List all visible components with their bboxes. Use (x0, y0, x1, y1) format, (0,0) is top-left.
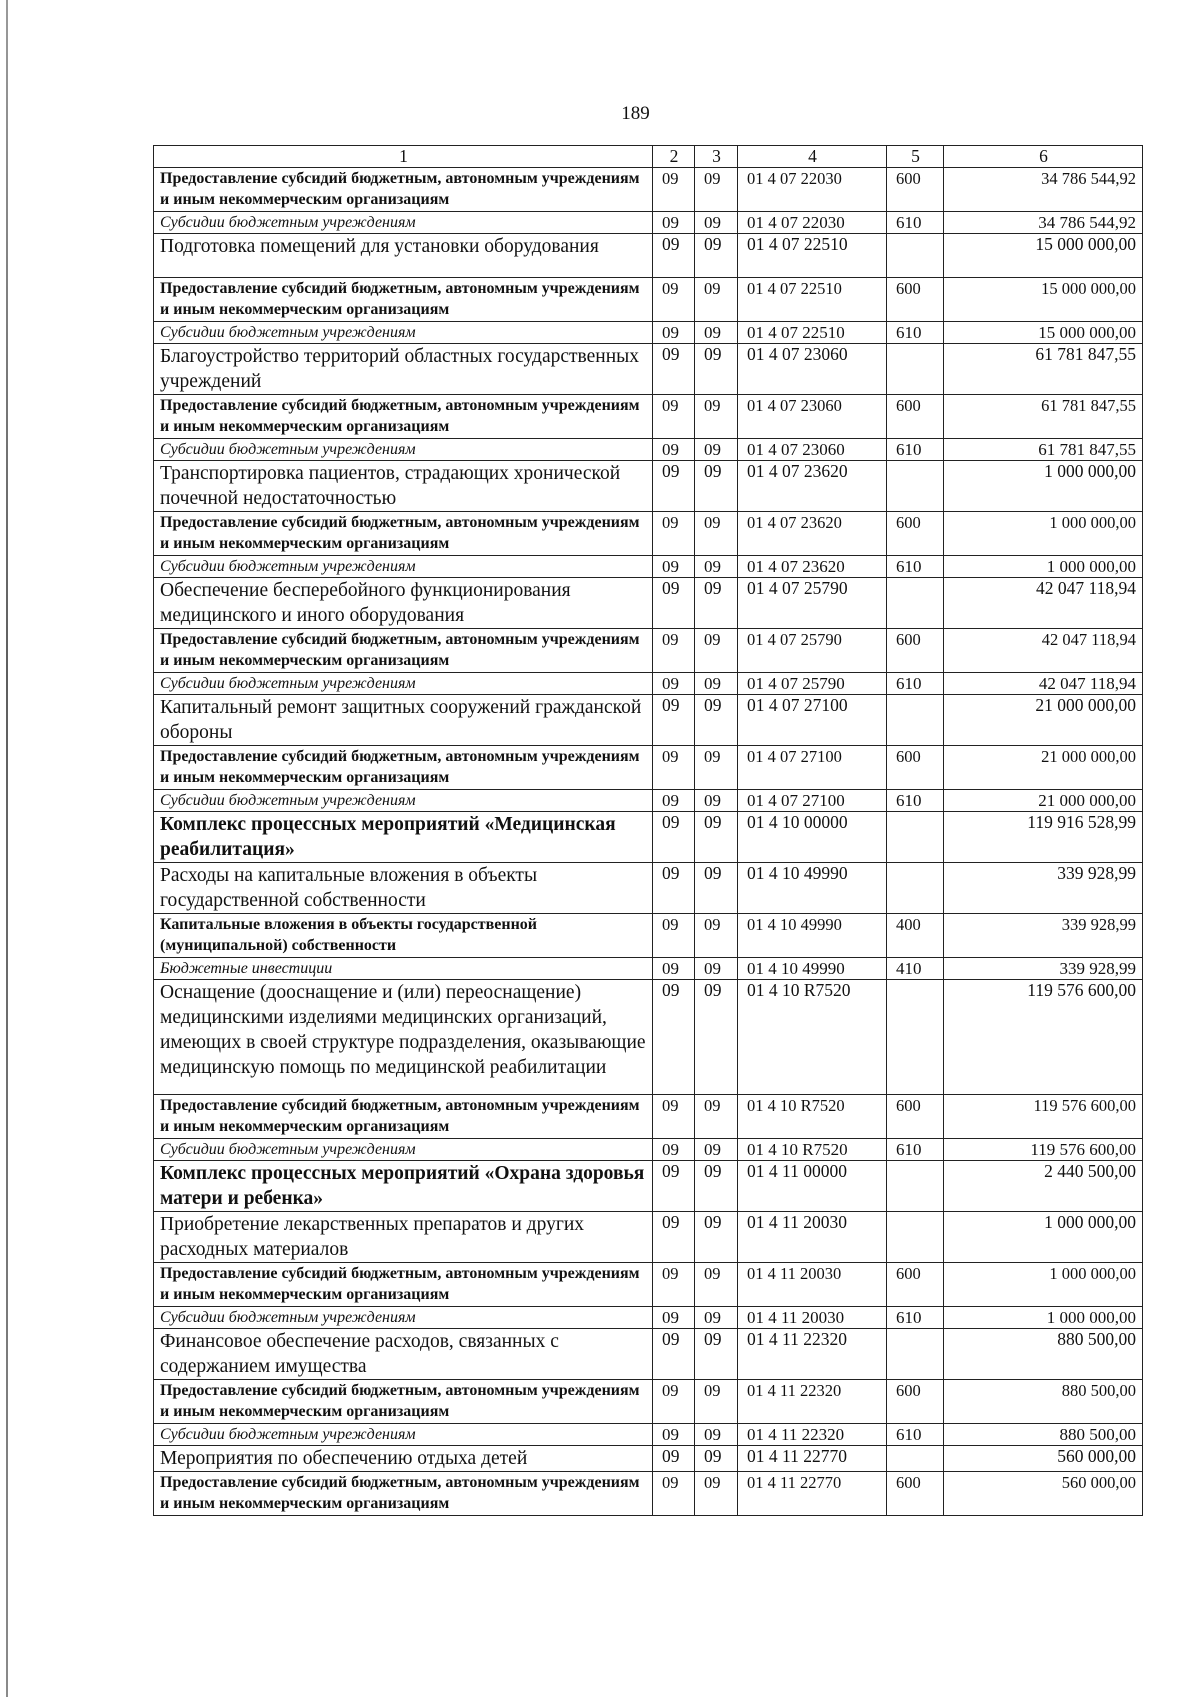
row-col-5 (887, 578, 944, 629)
table-row (154, 1161, 1143, 1212)
row-col-2: 09 (653, 212, 695, 234)
row-col-5: 610 (887, 1307, 944, 1329)
row-col-4: 01 4 07 27100 (738, 790, 887, 812)
row-name: Предоставление субсидий бюджетным, автономным учреждениям и иным некоммерческим организациям (154, 1263, 653, 1307)
table-row (154, 812, 1143, 863)
row-name: Субсидии бюджетным учреждениям (154, 556, 653, 578)
table-row (154, 395, 1143, 439)
row-col-6: 880 500,00 (944, 1329, 1143, 1380)
row-col-6: 560 000,00 (944, 1472, 1143, 1516)
table-row (154, 512, 1143, 556)
row-col-4: 01 4 07 22510 (738, 278, 887, 322)
row-col-3: 09 (695, 629, 738, 673)
row-col-6: 339 928,99 (944, 863, 1143, 914)
row-col-2: 09 (653, 1446, 695, 1472)
row-col-5: 410 (887, 958, 944, 980)
row-col-6: 34 786 544,92 (944, 168, 1143, 212)
row-col-3: 09 (695, 1380, 738, 1424)
row-col-4: 01 4 07 23620 (738, 556, 887, 578)
row-col-2: 09 (653, 746, 695, 790)
row-col-6: 15 000 000,00 (944, 234, 1143, 278)
budget-table (153, 145, 1143, 1516)
row-col-5: 600 (887, 1472, 944, 1516)
row-col-4: 01 4 07 22510 (738, 234, 887, 278)
row-col-2: 09 (653, 673, 695, 695)
row-col-4: 01 4 07 23620 (738, 461, 887, 512)
table-row (154, 1095, 1143, 1139)
row-col-5: 600 (887, 746, 944, 790)
header-row (154, 146, 1143, 168)
row-name: Подготовка помещений для установки оборудования (154, 234, 653, 278)
row-col-5: 610 (887, 1139, 944, 1161)
scan-edge-line (6, 0, 8, 1697)
row-col-6: 1 000 000,00 (944, 556, 1143, 578)
row-name: Приобретение лекарственных препаратов и других расходных материалов (154, 1212, 653, 1263)
row-col-5: 600 (887, 168, 944, 212)
row-col-4: 01 4 07 27100 (738, 695, 887, 746)
table-row (154, 1424, 1143, 1446)
row-col-2: 09 (653, 1424, 695, 1446)
row-name: Субсидии бюджетным учреждениям (154, 1139, 653, 1161)
row-col-3: 09 (695, 512, 738, 556)
row-name: Субсидии бюджетным учреждениям (154, 790, 653, 812)
row-col-5: 600 (887, 1095, 944, 1139)
header-col-5: 5 (887, 146, 944, 168)
row-col-2: 09 (653, 1329, 695, 1380)
row-col-3: 09 (695, 461, 738, 512)
row-col-6: 119 576 600,00 (944, 980, 1143, 1095)
row-col-5 (887, 863, 944, 914)
row-col-4: 01 4 07 23060 (738, 395, 887, 439)
row-col-6: 21 000 000,00 (944, 746, 1143, 790)
row-col-4: 01 4 10 R7520 (738, 1095, 887, 1139)
row-col-3: 09 (695, 1446, 738, 1472)
row-col-6: 15 000 000,00 (944, 278, 1143, 322)
row-col-2: 09 (653, 695, 695, 746)
row-col-6: 21 000 000,00 (944, 695, 1143, 746)
row-col-5: 600 (887, 1263, 944, 1307)
row-col-6: 119 576 600,00 (944, 1095, 1143, 1139)
row-col-6: 42 047 118,94 (944, 673, 1143, 695)
row-col-6: 34 786 544,92 (944, 212, 1143, 234)
row-name: Субсидии бюджетным учреждениям (154, 1424, 653, 1446)
row-col-2: 09 (653, 322, 695, 344)
row-col-5 (887, 1329, 944, 1380)
row-col-6: 2 440 500,00 (944, 1161, 1143, 1212)
row-col-4: 01 4 10 49990 (738, 958, 887, 980)
row-col-4: 01 4 11 22320 (738, 1329, 887, 1380)
row-col-5: 600 (887, 395, 944, 439)
row-col-3: 09 (695, 958, 738, 980)
row-col-4: 01 4 11 20030 (738, 1263, 887, 1307)
row-col-3: 09 (695, 914, 738, 958)
row-col-4: 01 4 07 23060 (738, 344, 887, 395)
row-col-6: 42 047 118,94 (944, 578, 1143, 629)
row-name: Бюджетные инвестиции (154, 958, 653, 980)
row-col-6: 1 000 000,00 (944, 461, 1143, 512)
row-name: Субсидии бюджетным учреждениям (154, 1307, 653, 1329)
row-col-2: 09 (653, 578, 695, 629)
row-col-4: 01 4 11 00000 (738, 1161, 887, 1212)
row-name: Субсидии бюджетным учреждениям (154, 439, 653, 461)
row-col-6: 880 500,00 (944, 1380, 1143, 1424)
row-col-3: 09 (695, 1263, 738, 1307)
row-col-2: 09 (653, 629, 695, 673)
row-col-4: 01 4 07 23620 (738, 512, 887, 556)
row-col-2: 09 (653, 1095, 695, 1139)
row-col-2: 09 (653, 1472, 695, 1516)
row-col-2: 09 (653, 863, 695, 914)
row-col-2: 09 (653, 790, 695, 812)
table-row (154, 439, 1143, 461)
row-name: Предоставление субсидий бюджетным, автономным учреждениям и иным некоммерческим организациям (154, 278, 653, 322)
table-row (154, 1307, 1143, 1329)
row-col-6: 1 000 000,00 (944, 512, 1143, 556)
table-body (154, 168, 1143, 1516)
row-col-6: 560 000,00 (944, 1446, 1143, 1472)
row-col-3: 09 (695, 344, 738, 395)
row-col-5 (887, 980, 944, 1095)
row-col-3: 09 (695, 212, 738, 234)
row-col-6: 61 781 847,55 (944, 395, 1143, 439)
row-name: Предоставление субсидий бюджетным, автономным учреждениям и иным некоммерческим организациям (154, 168, 653, 212)
row-col-4: 01 4 07 25790 (738, 673, 887, 695)
row-col-5: 610 (887, 1424, 944, 1446)
page-number: 189 (621, 103, 650, 124)
row-col-4: 01 4 11 22770 (738, 1446, 887, 1472)
row-col-5 (887, 461, 944, 512)
table-row (154, 578, 1143, 629)
row-name: Субсидии бюджетным учреждениям (154, 212, 653, 234)
row-col-3: 09 (695, 1424, 738, 1446)
row-col-3: 09 (695, 395, 738, 439)
row-col-5 (887, 1446, 944, 1472)
row-col-2: 09 (653, 512, 695, 556)
table-row (154, 212, 1143, 234)
row-col-4: 01 4 10 R7520 (738, 1139, 887, 1161)
row-col-3: 09 (695, 1307, 738, 1329)
row-col-6: 339 928,99 (944, 958, 1143, 980)
table-row (154, 322, 1143, 344)
row-col-2: 09 (653, 1161, 695, 1212)
row-name: Обеспечение бесперебойного функционирования медицинского и иного оборудования (154, 578, 653, 629)
row-name: Предоставление субсидий бюджетным, автономным учреждениям и иным некоммерческим организациям (154, 629, 653, 673)
table-row (154, 673, 1143, 695)
row-col-4: 01 4 07 22030 (738, 212, 887, 234)
row-col-3: 09 (695, 746, 738, 790)
header-col-2: 2 (653, 146, 695, 168)
row-col-3: 09 (695, 863, 738, 914)
row-col-3: 09 (695, 673, 738, 695)
table-row (154, 556, 1143, 578)
row-col-5: 600 (887, 512, 944, 556)
row-col-5: 600 (887, 278, 944, 322)
row-col-6: 119 576 600,00 (944, 1139, 1143, 1161)
row-col-3: 09 (695, 695, 738, 746)
row-col-2: 09 (653, 1139, 695, 1161)
table-row (154, 980, 1143, 1095)
row-col-5 (887, 1212, 944, 1263)
table-row (154, 1139, 1143, 1161)
row-col-5 (887, 1161, 944, 1212)
table-row (154, 1329, 1143, 1380)
row-col-3: 09 (695, 278, 738, 322)
row-name: Оснащение (дооснащение и (или) переоснащение) медицинскими изделиями медицинских организаций, имеющих в своей структуре подразделения, оказывающие медицинскую помощь по медицинской реабилитации (154, 980, 653, 1095)
table-row (154, 790, 1143, 812)
row-col-3: 09 (695, 1212, 738, 1263)
row-name: Расходы на капитальные вложения в объекты государственной собственности (154, 863, 653, 914)
row-col-2: 09 (653, 556, 695, 578)
row-name: Комплекс процессных мероприятий «Охрана здоровья матери и ребенка» (154, 1161, 653, 1212)
row-col-6: 880 500,00 (944, 1424, 1143, 1446)
row-col-6: 15 000 000,00 (944, 322, 1143, 344)
row-col-3: 09 (695, 439, 738, 461)
table-row (154, 1472, 1143, 1516)
row-col-5: 610 (887, 212, 944, 234)
row-col-2: 09 (653, 278, 695, 322)
row-col-4: 01 4 11 22770 (738, 1472, 887, 1516)
row-col-2: 09 (653, 980, 695, 1095)
table-row (154, 914, 1143, 958)
row-col-2: 09 (653, 1263, 695, 1307)
row-name: Комплекс процессных мероприятий «Медицинская реабилитация» (154, 812, 653, 863)
row-col-3: 09 (695, 1139, 738, 1161)
table-row (154, 278, 1143, 322)
row-col-4: 01 4 10 00000 (738, 812, 887, 863)
row-col-4: 01 4 07 25790 (738, 629, 887, 673)
row-col-5: 610 (887, 556, 944, 578)
table-row (154, 629, 1143, 673)
row-name: Финансовое обеспечение расходов, связанных с содержанием имущества (154, 1329, 653, 1380)
table-row (154, 746, 1143, 790)
table-row (154, 234, 1143, 278)
row-col-4: 01 4 11 20030 (738, 1212, 887, 1263)
row-col-3: 09 (695, 790, 738, 812)
row-col-5 (887, 344, 944, 395)
row-col-6: 1 000 000,00 (944, 1263, 1143, 1307)
row-col-3: 09 (695, 1161, 738, 1212)
row-name: Субсидии бюджетным учреждениям (154, 673, 653, 695)
row-col-5: 610 (887, 439, 944, 461)
table-row (154, 1212, 1143, 1263)
row-col-6: 1 000 000,00 (944, 1212, 1143, 1263)
row-col-5: 610 (887, 673, 944, 695)
row-col-5: 600 (887, 1380, 944, 1424)
row-col-6: 1 000 000,00 (944, 1307, 1143, 1329)
table-row (154, 1263, 1143, 1307)
row-col-6: 61 781 847,55 (944, 439, 1143, 461)
row-col-4: 01 4 07 22510 (738, 322, 887, 344)
row-col-3: 09 (695, 234, 738, 278)
row-col-6: 119 916 528,99 (944, 812, 1143, 863)
row-col-2: 09 (653, 344, 695, 395)
row-col-3: 09 (695, 168, 738, 212)
row-col-4: 01 4 10 49990 (738, 863, 887, 914)
header-col-4: 4 (738, 146, 887, 168)
table-row (154, 863, 1143, 914)
row-name: Благоустройство территорий областных государственных учреждений (154, 344, 653, 395)
table-row (154, 958, 1143, 980)
row-name: Предоставление субсидий бюджетным, автономным учреждениям и иным некоммерческим организациям (154, 395, 653, 439)
header-col-1: 1 (154, 146, 653, 168)
table-row (154, 1380, 1143, 1424)
row-col-4: 01 4 07 23060 (738, 439, 887, 461)
row-col-2: 09 (653, 234, 695, 278)
row-col-4: 01 4 07 22030 (738, 168, 887, 212)
row-name: Предоставление субсидий бюджетным, автономным учреждениям и иным некоммерческим организациям (154, 1095, 653, 1139)
row-col-3: 09 (695, 980, 738, 1095)
header-col-3: 3 (695, 146, 738, 168)
row-name: Субсидии бюджетным учреждениям (154, 322, 653, 344)
row-col-2: 09 (653, 812, 695, 863)
row-col-5 (887, 812, 944, 863)
table-row (154, 1446, 1143, 1472)
row-col-6: 42 047 118,94 (944, 629, 1143, 673)
row-col-3: 09 (695, 1472, 738, 1516)
row-col-6: 61 781 847,55 (944, 344, 1143, 395)
row-name: Капитальные вложения в объекты государственной (муниципальной) собственности (154, 914, 653, 958)
table-row (154, 168, 1143, 212)
row-col-4: 01 4 11 22320 (738, 1424, 887, 1446)
row-col-2: 09 (653, 168, 695, 212)
row-col-5: 400 (887, 914, 944, 958)
row-col-4: 01 4 07 25790 (738, 578, 887, 629)
row-col-2: 09 (653, 1307, 695, 1329)
row-name: Предоставление субсидий бюджетным, автономным учреждениям и иным некоммерческим организациям (154, 1472, 653, 1516)
row-col-5 (887, 234, 944, 278)
row-col-3: 09 (695, 556, 738, 578)
row-col-3: 09 (695, 812, 738, 863)
row-col-5: 610 (887, 790, 944, 812)
row-col-2: 09 (653, 914, 695, 958)
header-col-6: 6 (944, 146, 1143, 168)
table-row (154, 461, 1143, 512)
row-col-4: 01 4 10 49990 (738, 914, 887, 958)
row-col-3: 09 (695, 322, 738, 344)
row-name: Транспортировка пациентов, страдающих хронической почечной недостаточностью (154, 461, 653, 512)
row-col-4: 01 4 10 R7520 (738, 980, 887, 1095)
row-col-2: 09 (653, 439, 695, 461)
row-col-3: 09 (695, 1095, 738, 1139)
row-col-2: 09 (653, 395, 695, 439)
table-row (154, 344, 1143, 395)
row-col-5: 600 (887, 629, 944, 673)
row-col-6: 21 000 000,00 (944, 790, 1143, 812)
row-col-5: 610 (887, 322, 944, 344)
row-col-3: 09 (695, 1329, 738, 1380)
row-col-2: 09 (653, 1380, 695, 1424)
row-name: Предоставление субсидий бюджетным, автономным учреждениям и иным некоммерческим организациям (154, 1380, 653, 1424)
row-col-2: 09 (653, 461, 695, 512)
row-name: Капитальный ремонт защитных сооружений гражданской обороны (154, 695, 653, 746)
row-col-4: 01 4 11 22320 (738, 1380, 887, 1424)
row-col-4: 01 4 11 20030 (738, 1307, 887, 1329)
row-name: Мероприятия по обеспечению отдыха детей (154, 1446, 653, 1472)
row-col-3: 09 (695, 578, 738, 629)
table-header (154, 146, 1143, 168)
row-name: Предоставление субсидий бюджетным, автономным учреждениям и иным некоммерческим организациям (154, 512, 653, 556)
table-row (154, 695, 1143, 746)
row-col-6: 339 928,99 (944, 914, 1143, 958)
row-name: Предоставление субсидий бюджетным, автономным учреждениям и иным некоммерческим организациям (154, 746, 653, 790)
row-col-5 (887, 695, 944, 746)
row-col-2: 09 (653, 958, 695, 980)
row-col-2: 09 (653, 1212, 695, 1263)
row-col-4: 01 4 07 27100 (738, 746, 887, 790)
